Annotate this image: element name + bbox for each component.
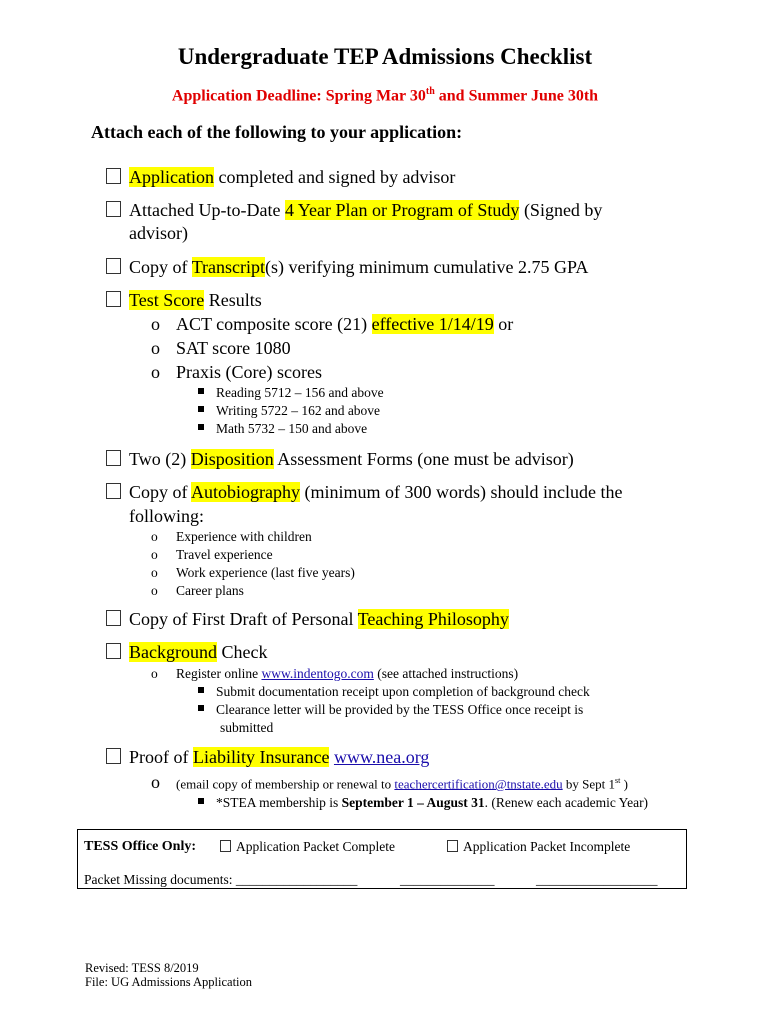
item-text: or xyxy=(493,314,514,334)
item-text: Attached Up-to-Date xyxy=(129,200,285,220)
square-bullet-icon xyxy=(198,388,204,394)
highlight-act-effective: effective 1/14/19 xyxy=(371,314,494,334)
sub-item-act xyxy=(151,313,513,336)
highlight-plan: 4 Year Plan or Program of Study xyxy=(284,200,520,220)
item-text: completed and signed by advisor xyxy=(213,167,456,187)
item-text: (s) verifying minimum cumulative 2.75 GPA xyxy=(265,257,589,277)
item-text: . (Renew each academic Year) xyxy=(484,795,649,810)
checklist-item-background xyxy=(106,641,267,664)
missing-blank-3: __________________ xyxy=(536,872,658,887)
item-text: Praxis (Core) scores xyxy=(176,362,322,382)
tess-email-link[interactable]: teachercertification@tnstate.edu xyxy=(394,776,563,792)
praxis-reading xyxy=(198,384,384,402)
item-text: ) xyxy=(620,776,628,792)
autobio-sub-career xyxy=(151,582,244,600)
highlight-autobiography: Autobiography xyxy=(191,482,300,502)
packet-complete-option xyxy=(220,839,395,855)
missing-blank-2: ______________ xyxy=(400,872,495,887)
item-text: Career plans xyxy=(176,583,244,598)
page-title: Undergraduate TEP Admissions Checklist xyxy=(177,44,593,69)
item-text: Assessment Forms (one must be advisor) xyxy=(273,449,574,469)
praxis-writing xyxy=(198,402,380,420)
checkbox-test-score[interactable] xyxy=(106,291,121,307)
circle-bullet-icon: o xyxy=(151,529,158,544)
item-text: Results xyxy=(204,290,262,310)
circle-bullet-icon: o xyxy=(151,772,160,793)
sub-item-sat xyxy=(151,337,291,360)
packet-incomplete-option xyxy=(447,839,630,855)
item-text: (see attached instructions) xyxy=(373,666,519,681)
item-text: Check xyxy=(216,642,268,662)
checkbox-transcript[interactable] xyxy=(106,258,121,274)
circle-bullet-icon: o xyxy=(151,338,160,358)
nea-link[interactable]: www.nea.org xyxy=(333,747,430,767)
item-text: Copy of xyxy=(129,482,192,502)
item-text: (Signed by xyxy=(519,200,603,220)
checklist-item-plan xyxy=(106,199,602,222)
checkbox-liability[interactable] xyxy=(106,748,121,764)
checklist-item-disposition xyxy=(106,448,574,471)
background-bullet-clearance-line2: submitted xyxy=(220,720,274,735)
checkbox-disposition[interactable] xyxy=(106,450,121,466)
highlight-transcript: Transcript xyxy=(191,257,266,277)
background-bullet-receipt xyxy=(198,683,590,701)
item-text: ACT composite score (21) xyxy=(176,314,372,334)
checkbox-packet-complete[interactable] xyxy=(220,840,231,852)
item-text-plan-line2: advisor) xyxy=(129,223,188,243)
checklist-item-autobiography xyxy=(106,481,622,504)
highlight-disposition: Disposition xyxy=(190,449,274,469)
deadline-text: Application Deadline: Spring Mar 30 xyxy=(171,87,426,105)
highlight-test-score: Test Score xyxy=(129,290,205,310)
item-text: by Sept 1 xyxy=(562,776,616,792)
item-text: Reading 5712 – 156 and above xyxy=(216,385,384,400)
item-text: Travel experience xyxy=(176,547,273,562)
footer-file: File: UG Admissions Application xyxy=(85,975,253,989)
background-bullet-clearance xyxy=(198,701,583,719)
square-bullet-icon xyxy=(198,798,204,804)
square-bullet-icon xyxy=(198,687,204,693)
highlight-application: Application xyxy=(129,167,214,187)
autobio-sub-children xyxy=(151,528,312,546)
stea-membership xyxy=(198,794,648,812)
item-text: Proof of xyxy=(129,747,193,767)
indentogo-link[interactable]: www.indentogo.com xyxy=(261,666,374,681)
circle-bullet-icon: o xyxy=(151,666,158,681)
item-text: SAT score 1080 xyxy=(176,338,291,358)
footer-revised: Revised: TESS 8/2019 xyxy=(85,961,199,975)
item-text-autobiography-line2: following: xyxy=(129,506,204,526)
attach-heading: Attach each of the following to your application: xyxy=(91,122,463,142)
autobio-sub-work xyxy=(151,564,355,582)
highlight-liability: Liability Insurance xyxy=(193,747,330,767)
item-text: (email copy of membership or renewal to xyxy=(176,776,395,792)
stea-dates: September 1 – August 31 xyxy=(341,795,485,810)
item-text: Two (2) xyxy=(129,449,191,469)
sub-item-praxis xyxy=(151,361,322,384)
item-text: Register online xyxy=(176,666,262,681)
praxis-math xyxy=(198,420,367,438)
item-text: Experience with children xyxy=(176,529,312,544)
checkbox-application[interactable] xyxy=(106,168,121,184)
circle-bullet-icon: o xyxy=(151,314,160,334)
checkbox-autobiography[interactable] xyxy=(106,483,121,499)
item-text: *STEA membership is xyxy=(216,795,342,810)
sup-text: st xyxy=(615,776,621,785)
item-text: Application Packet Incomplete xyxy=(463,839,631,854)
item-text: Clearance letter will be provided by the TESS Office once receipt is xyxy=(216,702,584,717)
item-text: Copy of xyxy=(129,257,192,277)
highlight-philosophy: Teaching Philosophy xyxy=(357,609,509,629)
square-bullet-icon xyxy=(198,424,204,430)
tess-office-label: TESS Office Only: xyxy=(84,839,197,854)
packet-missing-documents: Packet Missing documents: __________________ xyxy=(84,872,358,887)
item-text: Application Packet Complete xyxy=(236,839,395,854)
application-deadline xyxy=(0,86,770,105)
circle-bullet-icon: o xyxy=(151,362,160,382)
checklist-item-test-score xyxy=(106,289,262,312)
checklist-item-application xyxy=(106,166,455,189)
tess-office-box xyxy=(77,829,687,889)
checkbox-plan[interactable] xyxy=(106,201,121,217)
item-text: Math 5732 – 150 and above xyxy=(216,421,368,436)
deadline-sup: th xyxy=(425,86,435,97)
autobio-sub-travel xyxy=(151,546,273,564)
checklist-item-transcript xyxy=(106,256,588,279)
item-text: Submit documentation receipt upon completion of background check xyxy=(216,684,590,699)
highlight-background: Background xyxy=(129,642,217,662)
deadline-text-end: and Summer June 30th xyxy=(434,87,599,105)
square-bullet-icon xyxy=(198,705,204,711)
circle-bullet-icon: o xyxy=(151,547,158,562)
checkbox-philosophy[interactable] xyxy=(106,610,121,626)
circle-bullet-icon: o xyxy=(151,565,158,580)
checklist-item-philosophy xyxy=(106,608,509,631)
item-text: Writing 5722 – 162 and above xyxy=(216,403,381,418)
liability-email-note xyxy=(151,772,628,793)
checklist-item-liability xyxy=(106,746,429,769)
checkbox-packet-incomplete[interactable] xyxy=(447,840,458,852)
item-text: Work experience (last five years) xyxy=(176,565,355,580)
circle-bullet-icon: o xyxy=(151,583,158,598)
background-register xyxy=(151,665,518,683)
item-text: (minimum of 300 words) should include the xyxy=(300,482,623,502)
checkbox-background[interactable] xyxy=(106,643,121,659)
item-text: Copy of First Draft of Personal xyxy=(129,609,358,629)
square-bullet-icon xyxy=(198,406,204,412)
